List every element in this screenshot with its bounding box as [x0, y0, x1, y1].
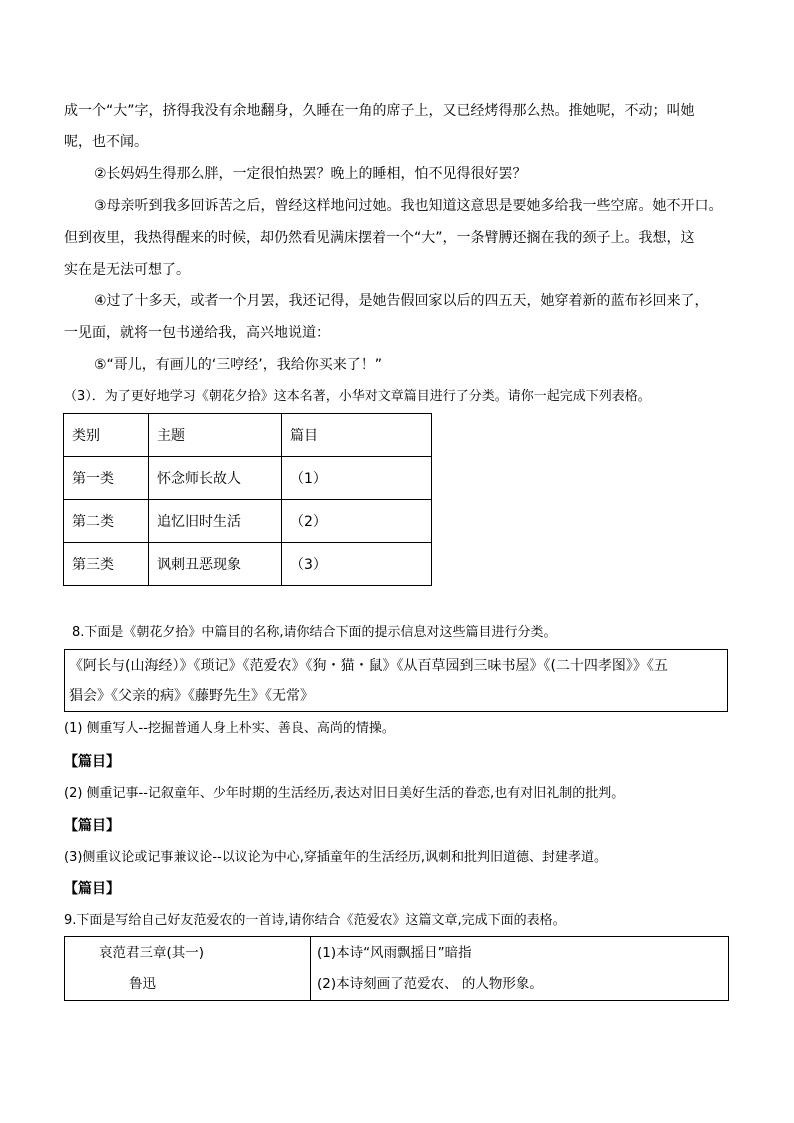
q3-prompt: （3）．为了更好地学习《朝花夕拾》这本名著，小华对文章篇目进行了分类。请你一起完成下列表格。 [64, 389, 651, 404]
poem-title: 哀范君三章(其一) [99, 945, 205, 961]
table-cell: 追忆旧时生活 [149, 500, 282, 543]
passage-paragraph-4-line-1: ④过了十多天，或者一个月罢，我还记得，是她告假回家以后的四五天，她穿着新的蓝布衫回来了， [94, 293, 709, 309]
table-row [64, 543, 432, 586]
q8-sub-3: (3)侧重议论或记事兼议论--以议论为中心,穿插童年的生活经历,讽刺和批判旧道德、封建孝道。 [64, 850, 608, 865]
q8-sub-1: (1) 侧重写人--挖掘普通人身上朴实、善良、高尚的情操。 [64, 721, 395, 736]
table-row [64, 457, 432, 500]
q9-prompt: 9.下面是写给自己好友范爱农的一首诗,请你结合《范爱农》这篇文章,完成下面的表格。 [64, 913, 566, 928]
q8-titles-line-2: 猖会》《父亲的病》《藤野先生》《无常》 [69, 688, 314, 704]
q8-titles-line-1: 《阿长与(山海经）》《琐记》《范爱农》《狗・猫・鼠》《从百草园到三味书屋》《(二十四孝图》》《五 [69, 658, 668, 674]
header-theme: 主题 [149, 414, 282, 457]
table-cell: 第二类 [64, 500, 149, 543]
answer-cell[interactable]: （3） [282, 543, 432, 586]
q9-poem-table [64, 936, 729, 1001]
passage-line-2: 呢，也不闻。 [64, 134, 148, 150]
q8-answer-label-3[interactable]: 【篇目】 [64, 881, 120, 897]
q8-answer-label-2[interactable]: 【篇目】 [64, 818, 120, 834]
poem-author: 鲁迅 [129, 976, 156, 992]
passage-paragraph-3-line-3: 实在是无法可想了。 [64, 262, 190, 278]
q9-item-2[interactable]: (2)本诗刻画了范爱农、 的人物形象。 [317, 976, 543, 992]
q8-sub-2: (2) 侧重记事--记叙童年、少年时期的生活经历,表达对旧日美好生活的眷恋,也有对旧礼制的批判。 [64, 786, 625, 801]
answer-cell[interactable]: （1） [282, 457, 432, 500]
header-titles: 篇目 [282, 414, 432, 457]
table-cell: 怀念师长故人 [149, 457, 282, 500]
passage-paragraph-5: ⑤“哥儿，有画儿的‘三哼经’，我给你买来了！” [94, 357, 382, 373]
passage-paragraph-3-line-1: ③母亲听到我多回诉苦之后，曾经这样地问过她。我也知道这意思是要她多给我一些空席。她不开口。 [94, 198, 723, 214]
table-cell: 第一类 [64, 457, 149, 500]
q3-category-table [63, 413, 432, 586]
table-cell: 第三类 [64, 543, 149, 586]
q8-titles-box [64, 649, 728, 712]
table-row [65, 937, 729, 1001]
header-category: 类别 [64, 414, 149, 457]
passage-paragraph-4-line-2: 一见面，就将一包书递给我，高兴地说道： [64, 325, 330, 341]
table-cell: 讽刺丑恶现象 [149, 543, 282, 586]
q8-answer-label-1[interactable]: 【篇目】 [64, 754, 120, 770]
table-header-row [64, 414, 432, 457]
passage-paragraph-3-line-2: 但到夜里，我热得醒来的时候，却仍然看见满床摆着一个“大”，一条臂膊还搁在我的颈子上。我想，这 [64, 230, 695, 246]
passage-paragraph-2: ②长妈妈生得那么胖，一定很怕热罢？晚上的睡相，怕不见得很好罢？ [94, 166, 527, 182]
poem-cell [65, 937, 311, 1001]
q9-item-1[interactable]: (1)本诗“风雨飘摇日”暗指 [317, 945, 472, 961]
passage-line-1: 成一个“大”字，挤得我没有余地翻身，久睡在一角的席子上，又已经烤得那么热。推她呢，不动；叫她 [64, 103, 695, 119]
q8-prompt: 8.下面是《朝花夕拾》中篇目的名称,请你结合下面的提示信息对这些篇目进行分类。 [72, 625, 557, 640]
table-row [64, 500, 432, 543]
question-cell [311, 937, 729, 1001]
answer-cell[interactable]: （2） [282, 500, 432, 543]
